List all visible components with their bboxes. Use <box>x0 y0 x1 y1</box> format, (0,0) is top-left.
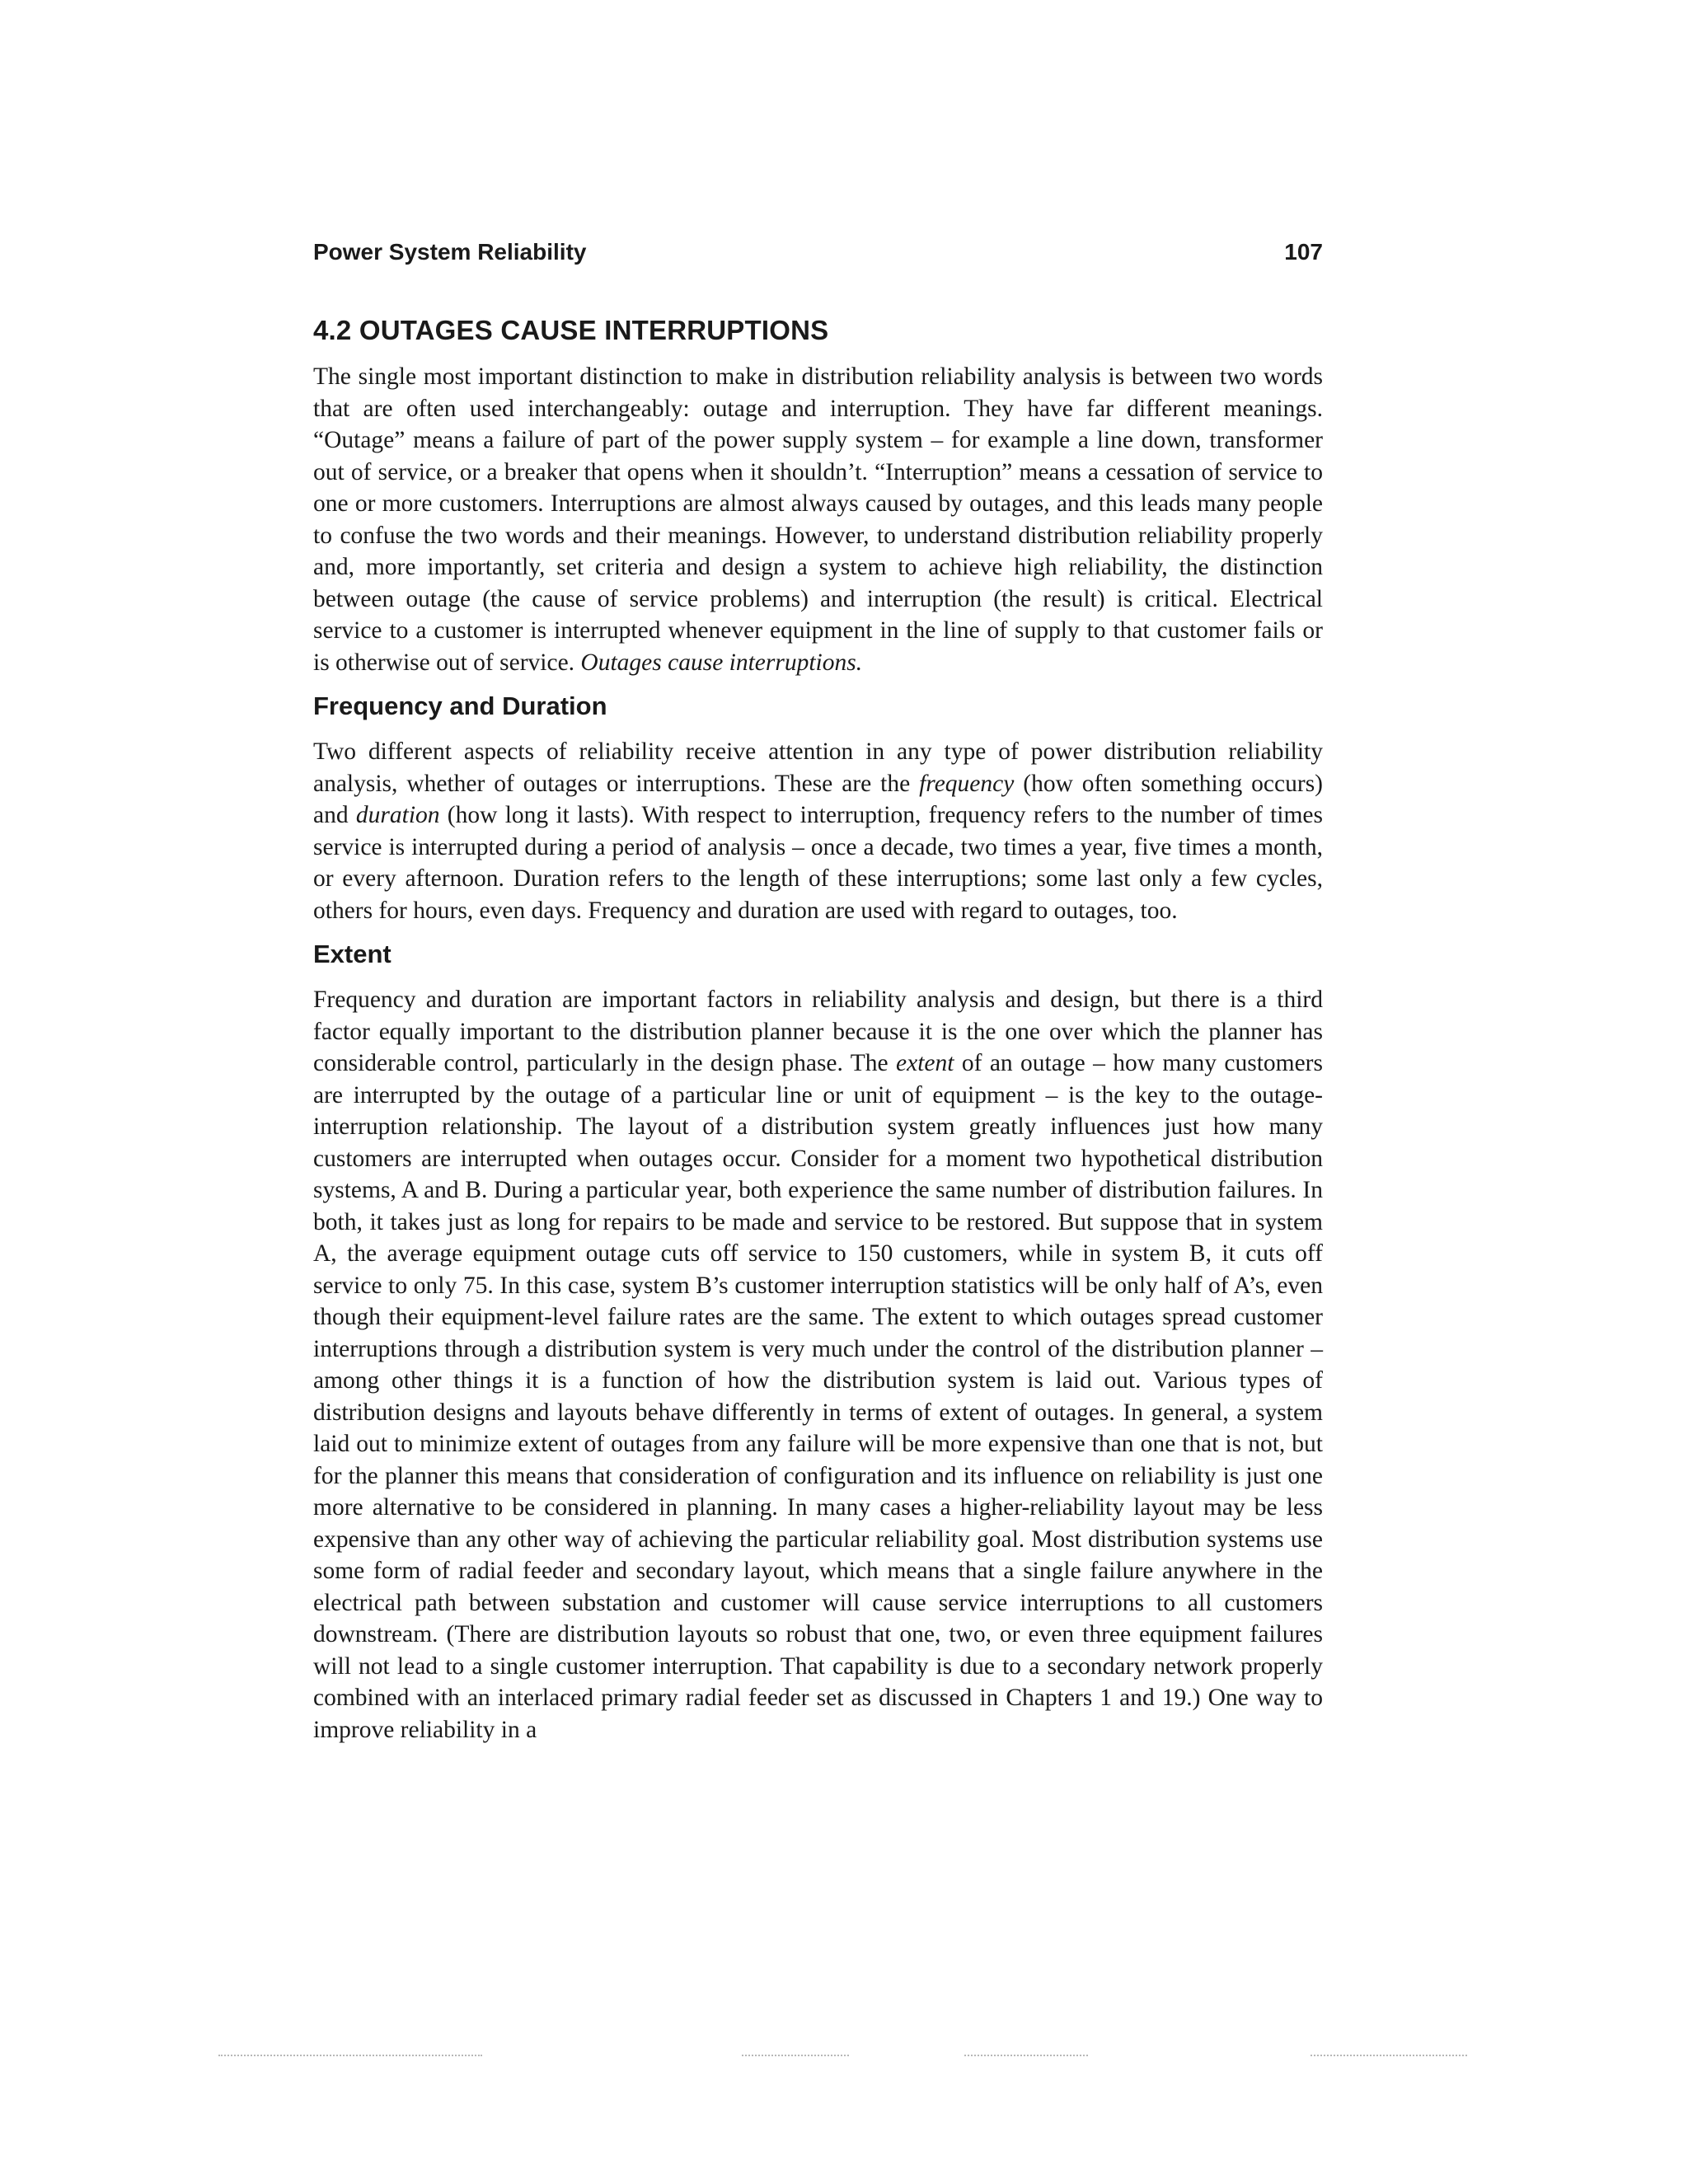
paragraph-extent <box>313 984 1323 1746</box>
paragraph-text: (how often something occurs) and <box>313 770 1323 828</box>
paragraph-text: Two different aspects of reliability receive attention in any type of power distribution reliability analysis, whether of outages or interruptions. These are the <box>313 738 1323 797</box>
footer-scan-artifact <box>742 2055 849 2058</box>
subheading-frequency-duration: Frequency and Duration <box>313 691 607 720</box>
book-page <box>313 239 1323 1755</box>
page-number: 107 <box>1284 239 1323 265</box>
paragraph-text: of an outage – how many customers are interrupted by the outage of a particular line or unit of equipment – is the key to the outage-interruption relationship. The layout of a distribution system greatly influences just how many customers are interrupted when outages occur. Consider for a moment two hypothetical distribution systems, A and B. During a particular year, both experience the same number of distribution failures. In both, it takes just as long for repairs to be made and service to be restored. But suppose that in system A, the average equipment outage cuts off service to 150 customers, while in system B, it cuts off service to only 75. In this case, system B’s customer interruption statistics will be only half of A’s, even though their equipment-level failure rates are the same. The extent to which outages spread customer interruptions through a distribution system is very much under the control of the distribution planner – among other things it is a function of how the distribution system is laid out. Various types of distribution designs and layouts behave differently in terms of extent of outages. In general, a system laid out to minimize extent of outages from any failure will be more expensive than one that is not, but for the planner this means that consideration of configuration and its influence on reliability is just one more alternative to be considered in planning. In many cases a higher-reliability layout may be less expensive than any other way of achieving the particular reliability goal. Most distribution systems use some form of radial feeder and secondary layout, which means that a single failure anywhere in the electrical path between substation and customer will cause service interruptions to all customers downstream. (There are distribution layouts so robust that one, two, or even three equipment failures will not lead to a single customer interruption. That capability is due to a secondary network properly combined with an interlaced primary radial feeder set as discussed in Chapters 1 and 19.) One way to improve reliability in a <box>313 1050 1323 1743</box>
paragraph-emphasis: Outages cause interruptions. <box>580 649 863 676</box>
running-title: Power System Reliability <box>313 239 587 265</box>
paragraph-outages-interruptions <box>313 361 1323 678</box>
section-heading: 4.2 OUTAGES CAUSE INTERRUPTIONS <box>313 315 829 345</box>
running-header <box>313 239 1323 272</box>
paragraph-text: The single most important distinction to make in distribution reliability analysis is between two words that are often used interchangeably: outage and interruption. They have far different meanings. “Outage” means a failure of part of the power supply system – for example a line down, transformer out of service, or a breaker that opens when it shouldn’t. “Interruption” means a cessation of service to one or more customers. Interruptions are almost always caused by outages, and this leads many people to confuse the two words and their meanings. However, to understand distribution reliability properly and, more importantly, set criteria and design a system to achieve high reliability, the distinction between outage (the cause of service problems) and interruption (the result) is critical. Electrical service to a customer is interrupted whenever equipment in the line of supply to that customer fails or is otherwise out of service. <box>313 363 1323 676</box>
footer-scan-artifact <box>964 2055 1088 2058</box>
term-duration: duration <box>355 802 440 828</box>
paragraph-text: (how long it lasts). With respect to interruption, frequency refers to the number of times service is interrupted during a period of analysis – once a decade, two times a year, five times a month, or every afternoon. Duration refers to the length of these interruptions; some last only a few cycles, others for hours, even days. Frequency and duration are used with regard to outages, too. <box>313 802 1323 924</box>
paragraph-frequency-duration <box>313 736 1323 926</box>
footer-scan-artifact <box>218 2055 482 2058</box>
subheading-extent: Extent <box>313 940 392 968</box>
footer-scan-artifact <box>1311 2055 1467 2058</box>
term-extent: extent <box>896 1050 954 1076</box>
term-frequency: frequency <box>919 770 1015 797</box>
paragraph-text: Frequency and duration are important factors in reliability analysis and design, but there is a third factor equally important to the distribution planner because it is the one over which the planner has considerable control, particularly in the design phase. The <box>313 987 1323 1076</box>
